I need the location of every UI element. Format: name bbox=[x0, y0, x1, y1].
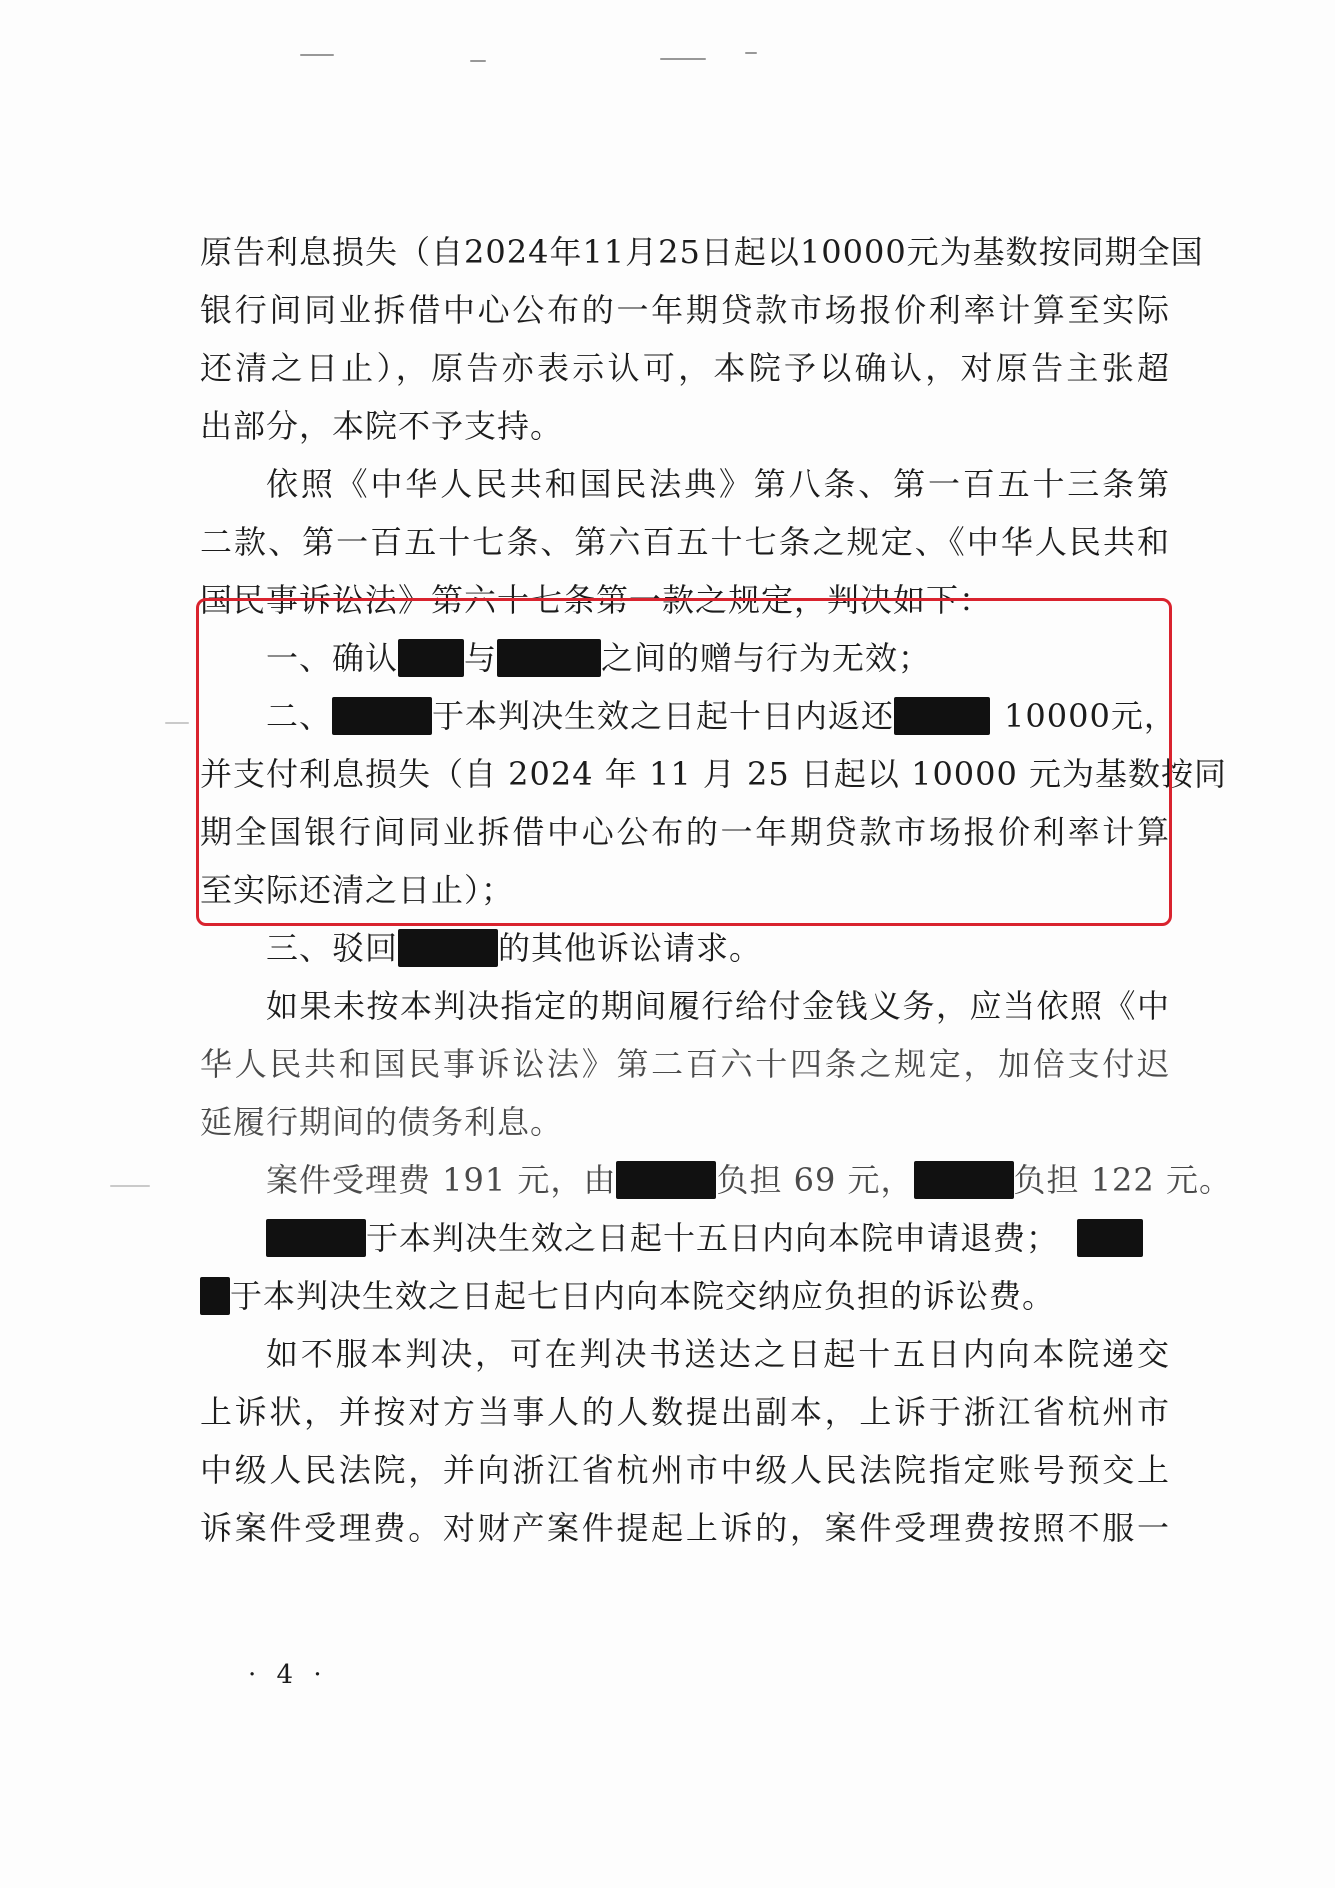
paragraph-line: 如不服本判决，可在判决书送达之日起十五日内向本院递交 bbox=[266, 1335, 1170, 1373]
item-text: 负担 69 元， bbox=[716, 1161, 914, 1199]
fee-line bbox=[200, 1266, 1170, 1326]
item-text: 与 bbox=[464, 639, 498, 677]
paragraph-line: 国民事诉讼法》第六十七条第一款之规定，判决如下： bbox=[200, 581, 993, 619]
paragraph-line: 出部分，本院不予支持。 bbox=[200, 407, 564, 445]
paragraph-line: 如果未按本判决指定的期间履行给付金钱义务，应当依照《中 bbox=[266, 987, 1170, 1025]
redaction-block bbox=[616, 1161, 716, 1199]
item-text: 负担 122 元。 bbox=[1013, 1161, 1232, 1199]
item-text: 于本判决生效之日起十五日内向本院申请退费； bbox=[366, 1219, 1060, 1257]
paragraph-line: 还清之日止），原告亦表示认可，本院予以确认，对原告主张超 bbox=[200, 349, 1170, 387]
redaction-block bbox=[1077, 1219, 1143, 1257]
item-text: 的其他诉讼请求。 bbox=[498, 929, 763, 967]
redaction-block bbox=[200, 1277, 230, 1315]
scan-artifact bbox=[110, 1185, 150, 1187]
judgment-item-3 bbox=[200, 918, 1170, 978]
paragraph-line: 银行间同业拆借中心公布的一年期贷款市场报价利率计算至实际 bbox=[200, 291, 1170, 329]
redaction-block bbox=[398, 929, 498, 967]
item-text: 10000元， bbox=[1004, 697, 1177, 735]
item-text: 于本判决生效之日起十日内返还 bbox=[432, 697, 895, 735]
page-number: · 4 · bbox=[248, 1660, 328, 1690]
paragraph-line: 依照《中华人民共和国民法典》第八条、第一百五十三条第 bbox=[266, 465, 1170, 503]
scan-artifact bbox=[165, 722, 189, 724]
paragraph-line: 原告利息损失（自2024年11月25日起以10000元为基数按同期全国 bbox=[200, 233, 1204, 271]
scan-artifact bbox=[660, 58, 706, 60]
item-text: 一、确认 bbox=[266, 639, 399, 677]
paragraph-line: 并支付利息损失（自 2024 年 11 月 25 日起以 10000 元为基数按同 bbox=[200, 755, 1228, 793]
scan-artifact bbox=[300, 54, 334, 56]
scan-artifact bbox=[745, 52, 757, 54]
paragraph-line: 中级人民法院，并向浙江省杭州市中级人民法院指定账号预交上 bbox=[200, 1451, 1170, 1489]
paragraph-line: 至实际还清之日止）； bbox=[200, 871, 515, 909]
paragraph-line: 期全国银行间同业拆借中心公布的一年期贷款市场报价利率计算 bbox=[200, 813, 1170, 851]
paragraph-line: 华人民共和国民事诉讼法》第二百六十四条之规定，加倍支付迟 bbox=[200, 1045, 1170, 1083]
item-text: 之间的赠与行为无效； bbox=[601, 639, 932, 677]
item-text: 二、 bbox=[266, 697, 333, 735]
scan-artifact bbox=[470, 60, 486, 62]
paragraph-line: 二款、第一百五十七条、第六百五十七条之规定、《中华人民共和 bbox=[200, 523, 1170, 561]
paragraph-line: 延履行期间的债务利息。 bbox=[200, 1103, 564, 1141]
paragraph-line: 上诉状，并按对方当事人的人数提出副本，上诉于浙江省杭州市 bbox=[200, 1393, 1170, 1431]
item-text: 于本判决生效之日起七日内向本院交纳应负担的诉讼费。 bbox=[230, 1277, 1056, 1315]
paragraph-line: 诉案件受理费。对财产案件提起上诉的，案件受理费按照不服一 bbox=[200, 1509, 1170, 1547]
fee-line bbox=[200, 1208, 1170, 1268]
item-text: 案件受理费 191 元，由 bbox=[266, 1161, 617, 1199]
redaction-block bbox=[266, 1219, 366, 1257]
redaction-block bbox=[914, 1161, 1014, 1199]
highlight-annotation-box bbox=[196, 598, 1228, 926]
fee-line bbox=[200, 1150, 1232, 1210]
item-text: 三、驳回 bbox=[266, 929, 399, 967]
